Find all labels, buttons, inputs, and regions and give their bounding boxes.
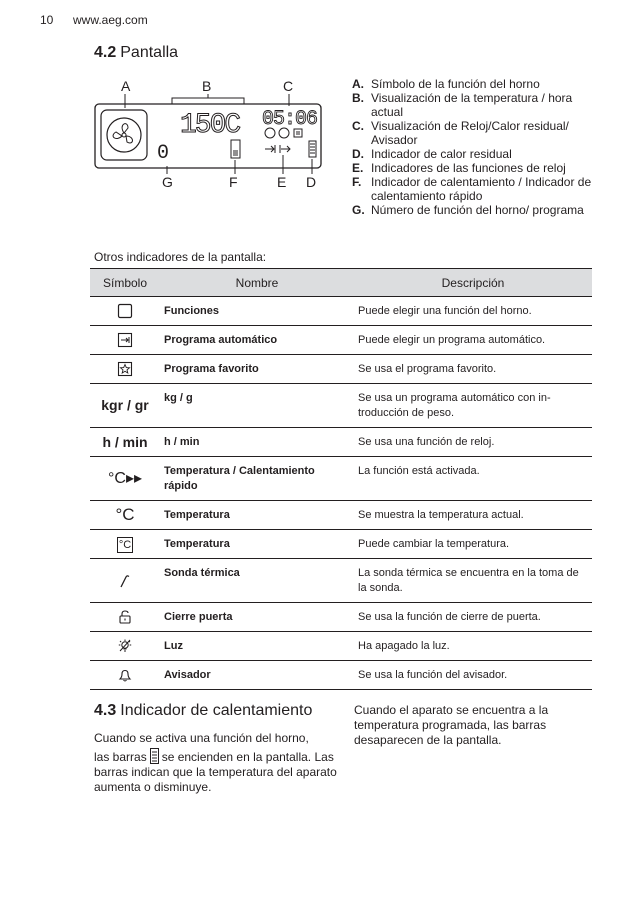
fast-heat-icon: °C▸▸: [107, 470, 142, 487]
lock-icon: [117, 609, 133, 625]
section-title: [94, 44, 178, 62]
table-row: kgr / gr kg / g Se usa un programa automático con in-troducción de peso.: [90, 384, 592, 428]
auto-program-icon: [117, 332, 133, 348]
callout-a: A: [121, 78, 131, 94]
table-header-row: [90, 269, 592, 297]
legend-item: G. Número de función del horno/ programa: [352, 203, 584, 217]
page-number: 10: [40, 13, 54, 27]
header-name: Nombre: [160, 269, 354, 297]
callout-e: E: [277, 174, 287, 190]
table-row: Programa automático Puede elegir un programa automático.: [90, 326, 592, 355]
indicators-table: [90, 268, 592, 690]
square-icon: [117, 303, 133, 319]
header-symbol: Símbolo: [90, 269, 160, 297]
weight-symbol: kgr / gr: [90, 384, 160, 428]
section-title-text: Pantalla: [120, 44, 179, 61]
callout-b: B: [202, 78, 212, 94]
table-row: h / min h / min Se usa una función de reloj.: [90, 428, 592, 457]
display-legend: [352, 77, 602, 217]
table-row: °C Temperatura Se muestra la temperatura actual.: [90, 501, 592, 530]
display-drawing: [94, 78, 334, 196]
callout-g: G: [162, 174, 173, 190]
table-row: Luz Ha apagado la luz.: [90, 632, 592, 661]
legend-item: E. Indicadores de las funciones de reloj: [352, 161, 566, 175]
legend-item: B. Visualización de la temperatura / hora actual: [352, 91, 573, 119]
header-description: Descripción: [354, 269, 592, 297]
subsection-title-text: Indicador de calentamiento: [120, 702, 313, 719]
table-row: Avisador Se usa la función del avisador.: [90, 661, 592, 690]
other-indicators-label: Otros indicadores de la pantalla:: [94, 250, 267, 264]
legend-item: D. Indicador de calor residual: [352, 147, 512, 161]
subsection-title: [94, 702, 312, 720]
favorite-program-icon: [117, 361, 133, 377]
legend-item: F. Indicador de calentamiento / Indicador de calentamiento rápido: [352, 175, 592, 203]
celsius-icon: °C: [115, 505, 135, 524]
subsection-number: 4.3: [94, 702, 117, 719]
function-number-digit: 0: [157, 142, 170, 165]
display-diagram: [94, 78, 334, 196]
probe-icon: [117, 573, 133, 589]
table-row: Funciones Puede elegir una función del horno.: [90, 297, 592, 326]
temperature-digits: 150C: [180, 110, 240, 141]
clock-digits: 05:06: [262, 108, 318, 131]
table-row: Programa favorito Se usa el programa favorito.: [90, 355, 592, 384]
time-symbol: h / min: [90, 428, 160, 457]
celsius-boxed-icon: °C: [118, 538, 132, 551]
paragraph-1: Cuando se activa una función del horno,: [94, 731, 309, 745]
callout-f: F: [229, 174, 238, 190]
bell-icon: [117, 667, 133, 683]
legend-item: C. Visualización de Reloj/Calor residual/ Avisador: [352, 119, 569, 147]
website-url: www.aeg.com: [73, 13, 148, 27]
section-number: 4.2: [94, 44, 117, 61]
table-row: Sonda térmica La sonda térmica se encuentra en la toma de la sonda.: [90, 559, 592, 603]
legend-item: A. Símbolo de la función del horno: [352, 77, 540, 91]
table-row: °C Temperatura Puede cambiar la temperatura.: [90, 530, 592, 559]
paragraph-3: Cuando el aparato se encuentra a la temperatura programada, las barras desaparecen de la pantalla.: [354, 703, 549, 747]
heat-bars-icon: [150, 748, 159, 764]
paragraph-2: las barras se encienden en la pantalla. Las barras indican que la temperatura del aparato aumenta o disminuye.: [94, 750, 337, 794]
callout-d: D: [306, 174, 317, 190]
callout-c: C: [283, 78, 294, 94]
table-row: Cierre puerta Se usa la función de cierre de puerta.: [90, 603, 592, 632]
light-off-icon: [117, 638, 133, 654]
table-row: °C▸▸ Temperatura / Calentamiento rápido La función está activada.: [90, 457, 592, 501]
